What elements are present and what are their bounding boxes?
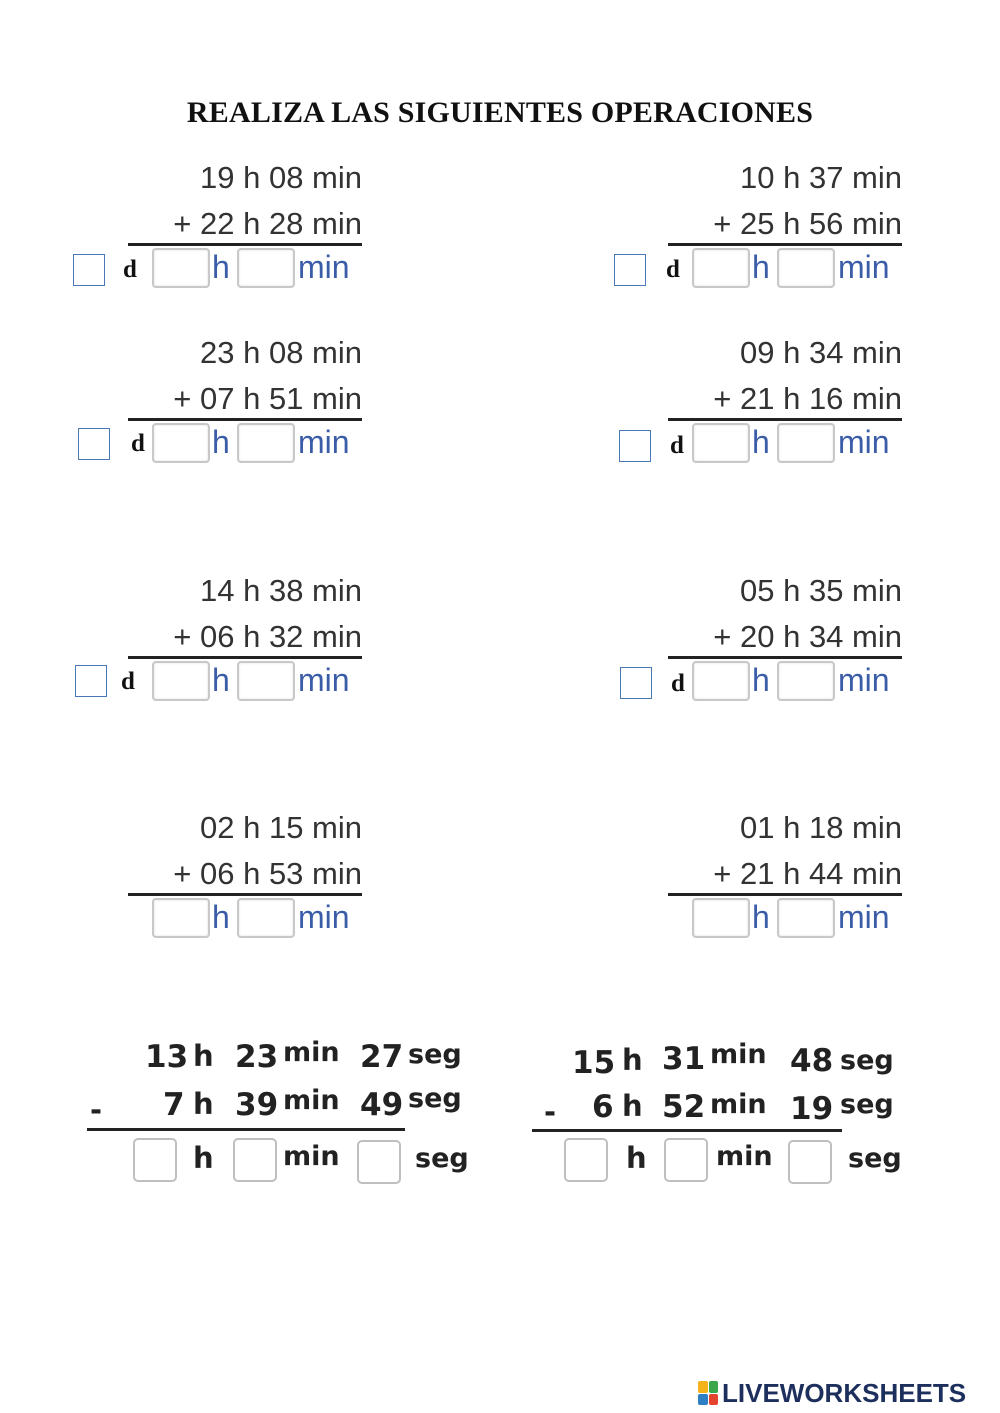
hours-unit: h [752,662,770,698]
minutes-answer-box[interactable] [777,423,835,463]
minutes-unit: min [838,662,890,698]
operand-2: + 06 h 32 min [173,619,362,654]
subtrahend-hours: 6 [592,1089,614,1125]
days-label: d [123,256,137,283]
minutes-unit: min [838,249,890,285]
hours-answer-box[interactable] [692,661,750,701]
operand-1: 05 h 35 min [740,573,902,608]
seconds-unit: seg [840,1089,894,1120]
seconds-unit: seg [840,1045,894,1076]
page-title: REALIZA LAS SIGUIENTES OPERACIONES [186,96,814,129]
minutes-unit: min [716,1141,773,1172]
subtraction-exercise-1 [85,1035,475,1195]
minuend-hours: 13 [145,1039,189,1075]
minutes-unit: min [298,662,350,698]
minutes-unit: min [838,424,890,460]
minutes-unit: min [298,899,350,935]
minutes-unit: min [710,1089,767,1120]
answer-row [622,248,902,292]
sum-rule [128,656,362,659]
minutes-answer-box[interactable] [237,898,295,938]
minutes-answer-box[interactable] [777,898,835,938]
sum-rule [668,243,902,246]
minuend-seconds: 27 [360,1039,404,1075]
brand-name: LIVEWORKSHEETS [722,1377,967,1408]
subtrahend-hours: 7 [163,1087,185,1123]
minutes-unit: min [298,424,350,460]
seconds-unit: seg [408,1039,462,1070]
hours-answer-box[interactable] [152,423,210,463]
sum-rule [128,243,362,246]
hours-unit: h [212,662,230,698]
days-answer-box[interactable] [78,428,110,460]
minutes-answer-box[interactable] [777,661,835,701]
hours-unit: h [622,1043,643,1077]
hours-unit: h [193,1141,214,1175]
sum-rule [668,893,902,896]
liveworksheets-logo-icon [698,1381,718,1405]
seconds-unit: seg [408,1083,462,1114]
minuend-hours: 15 [572,1045,616,1081]
hours-answer-box[interactable] [692,248,750,288]
seconds-answer-box[interactable] [788,1140,832,1184]
minutes-answer-box[interactable] [664,1138,708,1182]
answer-row [82,898,362,942]
operand-1: 01 h 18 min [740,810,902,845]
hours-unit: h [193,1087,214,1121]
answer-row [82,423,362,467]
difference-rule [532,1129,842,1132]
days-answer-box[interactable] [620,667,652,699]
days-label: d [121,668,135,695]
addition-exercise-6 [622,573,902,703]
addition-exercise-7 [82,810,362,940]
hours-unit: h [752,899,770,935]
liveworksheets-logo [698,1378,966,1408]
hours-answer-box[interactable] [692,898,750,938]
minus-sign: - [544,1095,557,1129]
sum-rule [668,418,902,421]
minutes-unit: min [283,1085,340,1116]
answer-row [622,423,902,467]
days-label: d [666,256,680,283]
seconds-unit: seg [848,1143,902,1174]
difference-rule [87,1128,405,1131]
operand-2: + 07 h 51 min [173,381,362,416]
minutes-unit: min [298,249,350,285]
addition-exercise-2 [622,160,902,290]
seconds-unit: seg [415,1143,469,1174]
days-label: d [671,670,685,697]
days-answer-box[interactable] [75,665,107,697]
subtrahend-seconds: 19 [790,1091,834,1127]
hours-unit: h [193,1039,214,1073]
minutes-unit: min [283,1037,340,1068]
operand-2: + 21 h 44 min [713,856,902,891]
hours-answer-box[interactable] [692,423,750,463]
subtrahend-minutes: 39 [235,1087,279,1123]
addition-exercise-8 [622,810,902,940]
minutes-unit: min [283,1141,340,1172]
hours-unit: h [626,1141,647,1175]
operand-1: 02 h 15 min [200,810,362,845]
hours-answer-box[interactable] [133,1138,177,1182]
hours-unit: h [622,1089,643,1123]
minutes-unit: min [838,899,890,935]
minutes-unit: min [710,1039,767,1070]
subtraction-exercise-2 [530,1035,920,1195]
operand-2: + 06 h 53 min [173,856,362,891]
operand-2: + 20 h 34 min [713,619,902,654]
minutes-answer-box[interactable] [233,1138,277,1182]
subtrahend-minutes: 52 [662,1089,706,1125]
days-answer-box[interactable] [619,430,651,462]
operand-1: 10 h 37 min [740,160,902,195]
hours-answer-box[interactable] [564,1138,608,1182]
operand-2: + 22 h 28 min [173,206,362,241]
operand-2: + 21 h 16 min [713,381,902,416]
sum-rule [668,656,902,659]
addition-exercise-3 [82,335,362,465]
minutes-answer-box[interactable] [777,248,835,288]
hours-answer-box[interactable] [152,248,210,288]
sum-rule [128,418,362,421]
days-answer-box[interactable] [614,254,646,286]
minuend-seconds: 48 [790,1043,834,1079]
minuend-minutes: 31 [662,1041,706,1077]
minutes-answer-box[interactable] [237,661,295,701]
operand-2: + 25 h 56 min [713,206,902,241]
minutes-answer-box[interactable] [237,248,295,288]
days-answer-box[interactable] [73,254,105,286]
hours-unit: h [752,424,770,460]
hours-answer-box[interactable] [152,661,210,701]
minuend-minutes: 23 [235,1039,279,1075]
answer-row [622,898,902,942]
answer-row [622,661,902,705]
minutes-answer-box[interactable] [237,423,295,463]
hours-unit: h [212,424,230,460]
operand-1: 09 h 34 min [740,335,902,370]
operand-1: 23 h 08 min [200,335,362,370]
operand-1: 14 h 38 min [200,573,362,608]
hours-unit: h [212,899,230,935]
operand-1: 19 h 08 min [200,160,362,195]
days-label: d [131,430,145,457]
hours-answer-box[interactable] [152,898,210,938]
sum-rule [128,893,362,896]
days-label: d [670,432,684,459]
addition-exercise-4 [622,335,902,465]
seconds-answer-box[interactable] [357,1140,401,1184]
subtrahend-seconds: 49 [360,1087,404,1123]
minus-sign: - [90,1093,103,1127]
hours-unit: h [212,249,230,285]
hours-unit: h [752,249,770,285]
